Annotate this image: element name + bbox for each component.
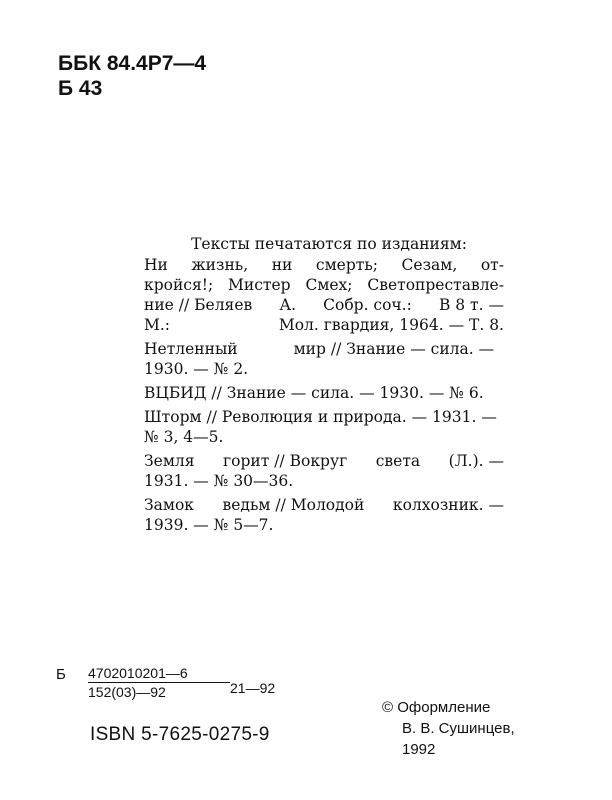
source-line [144,383,504,403]
word: № 3, 4—5. [144,428,224,446]
word: Земля [144,452,195,470]
word: Замок [144,496,194,514]
word: В 8 т. — [438,296,504,314]
word: 1939. — № 5—7. [144,516,274,534]
word: А. [279,296,297,314]
source-line [144,359,504,379]
word: Сезам, [401,256,458,274]
copyright-designer: В. В. Сушинцев, [402,720,515,737]
copyright-year: 1992 [402,741,436,758]
word: мир // Знание — сила. — [293,340,495,358]
isbn: ISBN 5-7625-0275-9 [90,724,270,745]
copyright-block [382,697,515,760]
word: 1930. — № 2. [144,360,249,378]
word: Шторм // Революция и природа. — 1931. — [144,408,497,426]
source-line [144,275,504,295]
source-line [144,255,504,275]
source-line [144,515,504,535]
word: света [375,452,421,470]
source-line [144,451,504,471]
source-line [144,339,504,359]
word: от- [480,256,504,274]
word: Мол. гвардия, 1964. — Т. 8. [278,316,504,334]
author-mark: Б 43 [58,77,103,100]
index-suffix: 21—92 [230,680,276,696]
source-line [144,295,504,315]
word: (Л.). — [448,452,504,470]
word: Ни [144,256,168,274]
source-line [144,471,504,491]
word: Светопреставле- [367,276,504,294]
word: ни [271,256,293,274]
word: ВЦБИД // Знание — сила. — 1930. — № 6. [144,384,484,402]
word: смерть; [315,256,378,274]
index-fraction [88,664,230,701]
copyright-line: © Оформление [382,699,491,716]
word: Мистер [228,276,291,294]
source-line [144,315,504,335]
bbk-code: ББК 84.4Р7—4 [58,52,207,75]
word: ведьм // Молодой [222,496,365,514]
index-numerator: 4702010201—6 [88,664,230,683]
source-line [144,427,504,447]
word: Нетленный [144,340,238,358]
bbk-block [58,51,206,101]
word: ние // Беляев [144,296,253,314]
word: колхозник. — [392,496,504,514]
word: кройся!; [144,276,214,294]
word: 1931. — № 30—36. [144,472,294,490]
sources-block [144,234,504,535]
index-letter: Б [56,666,66,683]
word: Смех; [305,276,353,294]
index-denominator: 152(03)—92 [88,684,166,700]
word: Собр. соч.: [323,296,412,314]
source-line [144,407,504,427]
sources-heading: Тексты печатаются по изданиям: [191,235,467,253]
source-line [144,495,504,515]
word: горит // Вокруг [223,452,348,470]
word: М.: [144,316,171,334]
word: жизнь, [191,256,249,274]
